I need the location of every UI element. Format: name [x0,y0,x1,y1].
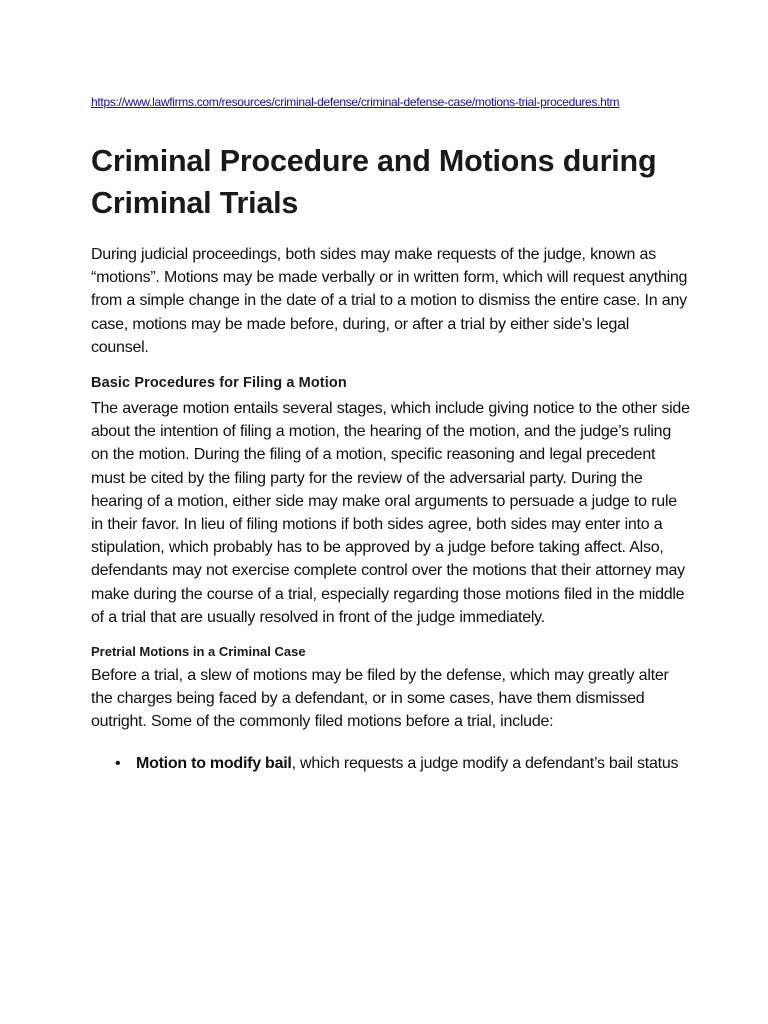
section-heading-pretrial-motions: Pretrial Motions in a Criminal Case [91,644,306,660]
section-heading-basic-procedures: Basic Procedures for Filing a Motion [91,375,347,392]
list-item-description: , which requests a judge modify a defendant’s bail status [291,754,679,772]
bullet-icon: • [115,754,121,772]
intro-paragraph: During judicial proceedings, both sides may make requests of the judge, known as “motions”. Motions may be made verbally or in written form, which will request anything from a simple change in the date of a trial to a motion to dismiss the entire case. In any case, motions may be made before, during, or after a trial by either side’s legal counsel. [91,246,688,356]
page-title: Criminal Procedure and Motions during Criminal Trials [91,144,657,220]
list-item [115,750,691,777]
pretrial-motions-paragraph: Before a trial, a slew of motions may be filed by the defense, which may greatly alter the charges being faced by a defendant, or in some cases, have them dismissed outright. Some of the commonly filed motions before a trial, include: [91,667,669,731]
source-url-link[interactable]: https://www.lawfirms.com/resources/criminal-defense/criminal-defense-case/motions-trial-procedures.htm [91,95,620,109]
basic-procedures-paragraph: The average motion entails several stages, which include giving notice to the other side about the intention of filing a motion, the hearing of the motion, and the judge’s ruling on the motion. During the filing of a motion, specific reasoning and legal precedent must be cited by the filing party for the review of the adversarial party. During the hearing of a motion, either side may make oral arguments to persuade a judge to rule in their favor. In lieu of filing motions if both sides agree, both sides may enter into a stipulation, which probably has to be approved by a judge before taking affect. Also, defendants may not exercise complete control over the motions that their attorney may make during the course of a trial, especially regarding those motions filed in the middle of a trial that are usually resolved in front of the judge immediately. [91,400,690,626]
document-page [91,92,691,777]
pretrial-motions-list [91,750,691,777]
list-item-term: Motion to modify bail [136,754,292,772]
